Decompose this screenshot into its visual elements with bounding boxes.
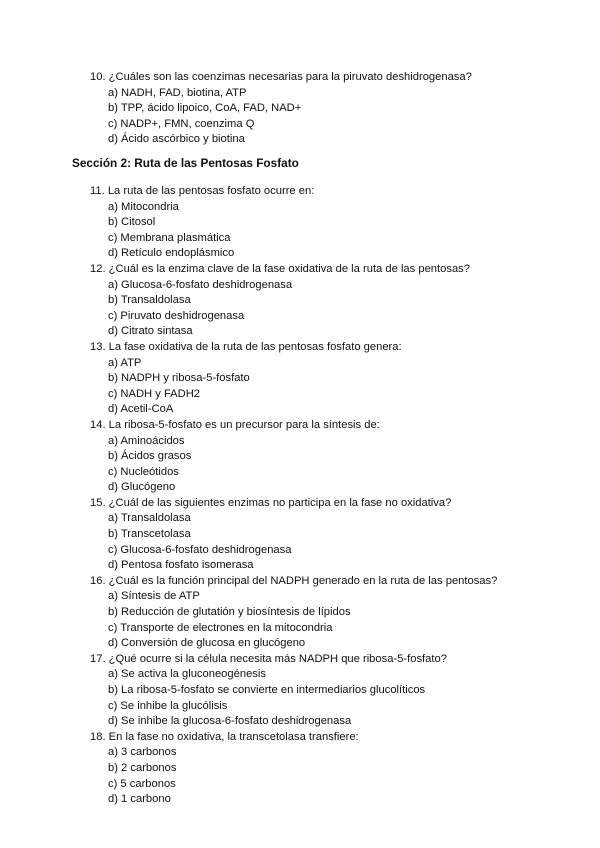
option-c: c) Se inhibe la glucólisis <box>108 699 228 712</box>
option-d: d) Glucógeno <box>108 481 176 494</box>
option-list <box>108 745 590 807</box>
option-b: b) Reducción de glutatión y biosíntesis de lípidos <box>108 606 351 619</box>
question-text: 15. ¿Cuál de las siguientes enzimas no participa en la fase no oxidativa? <box>90 496 452 509</box>
option-a: a) Glucosa-6-fosfato deshidrogenasa <box>108 278 293 291</box>
option-d: d) Ácido ascórbico y biotina <box>108 133 245 146</box>
option-a: a) Transaldolasa <box>108 512 191 525</box>
option-b: b) TPP, ácido lipoico, CoA, FAD, NAD+ <box>108 102 302 115</box>
option-c: c) 5 carbonos <box>108 777 176 790</box>
option-a: a) 3 carbonos <box>108 746 177 759</box>
question-text: 13. La fase oxidativa de la ruta de las pentosas fosfato genera: <box>90 340 402 353</box>
option-list <box>108 667 590 729</box>
question-list <box>90 184 590 808</box>
question-17 <box>90 652 590 730</box>
question-12 <box>90 262 590 340</box>
option-b: b) NADPH y ribosa-5-fosfato <box>108 372 250 385</box>
question-14 <box>90 418 590 496</box>
option-list <box>108 86 472 148</box>
option-a: a) Aminoácidos <box>108 434 185 447</box>
section-title: Sección 2: Ruta de las Pentosas Fosfato <box>72 156 299 170</box>
option-b: b) Transcetolasa <box>108 528 191 541</box>
option-d: d) Se inhibe la glucosa-6-fosfato deshidrogenasa <box>108 715 352 728</box>
question-text: 17. ¿Qué ocurre si la célula necesita más NADPH que ribosa-5-fosfato? <box>90 652 447 665</box>
option-list <box>108 200 590 262</box>
option-a: a) Mitocondria <box>108 200 179 213</box>
question-11 <box>90 184 590 262</box>
option-c: c) Glucosa-6-fosfato deshidrogenasa <box>108 543 292 556</box>
option-list <box>108 511 590 573</box>
option-list <box>108 434 590 496</box>
option-b: b) 2 carbonos <box>108 761 177 774</box>
option-c: c) Nucleótidos <box>108 465 179 478</box>
option-c: c) Transporte de electrones en la mitocondria <box>108 621 333 634</box>
option-d: d) Conversión de glucosa en glucógeno <box>108 637 306 650</box>
option-d: d) Retículo endoplásmico <box>108 247 235 260</box>
question-15 <box>90 496 590 574</box>
option-b: b) Citosol <box>108 216 156 229</box>
question-text: 11. La ruta de las pentosas fosfato ocurre en: <box>90 185 315 197</box>
option-c: c) Piruvato deshidrogenasa <box>108 309 245 322</box>
option-c: c) NADP+, FMN, coenzima Q <box>108 117 255 130</box>
option-c: c) Membrana plasmática <box>108 231 231 244</box>
question-text: 16. ¿Cuál es la función principal del NADPH generado en la ruta de las pentosas? <box>90 574 498 587</box>
question-text: 10. ¿Cuáles son las coenzimas necesarias para la piruvato deshidrogenasa? <box>90 71 472 83</box>
option-list <box>108 356 590 418</box>
question-16 <box>90 574 590 652</box>
option-a: a) Síntesis de ATP <box>108 590 200 603</box>
option-list <box>108 278 590 340</box>
question-text: 14. La ribosa-5-fosfato es un precursor para la síntesis de: <box>90 418 380 431</box>
question-13 <box>90 340 590 418</box>
option-c: c) NADH y FADH2 <box>108 387 200 400</box>
option-b: b) La ribosa-5-fosfato se convierte en intermediarios glucolíticos <box>108 684 426 696</box>
option-a: a) ATP <box>108 356 142 369</box>
option-d: d) Acetil-CoA <box>108 403 174 416</box>
question-text: 12. ¿Cuál es la enzima clave de la fase oxidativa de la ruta de las pentosas? <box>90 262 470 275</box>
question-10 <box>90 70 472 148</box>
option-a: a) NADH, FAD, biotina, ATP <box>108 86 247 99</box>
option-b: b) Transaldolasa <box>108 294 191 307</box>
question-text: 18. En la fase no oxidativa, la transcetolasa transfiere: <box>90 730 359 743</box>
option-d: d) 1 carbono <box>108 793 171 806</box>
option-a: a) Se activa la gluconeogénesis <box>108 668 266 681</box>
option-d: d) Pentosa fosfato isomerasa <box>108 559 254 572</box>
option-b: b) Ácidos grasos <box>108 450 192 463</box>
option-d: d) Citrato sintasa <box>108 325 193 338</box>
question-18 <box>90 730 590 808</box>
option-list <box>108 589 590 651</box>
